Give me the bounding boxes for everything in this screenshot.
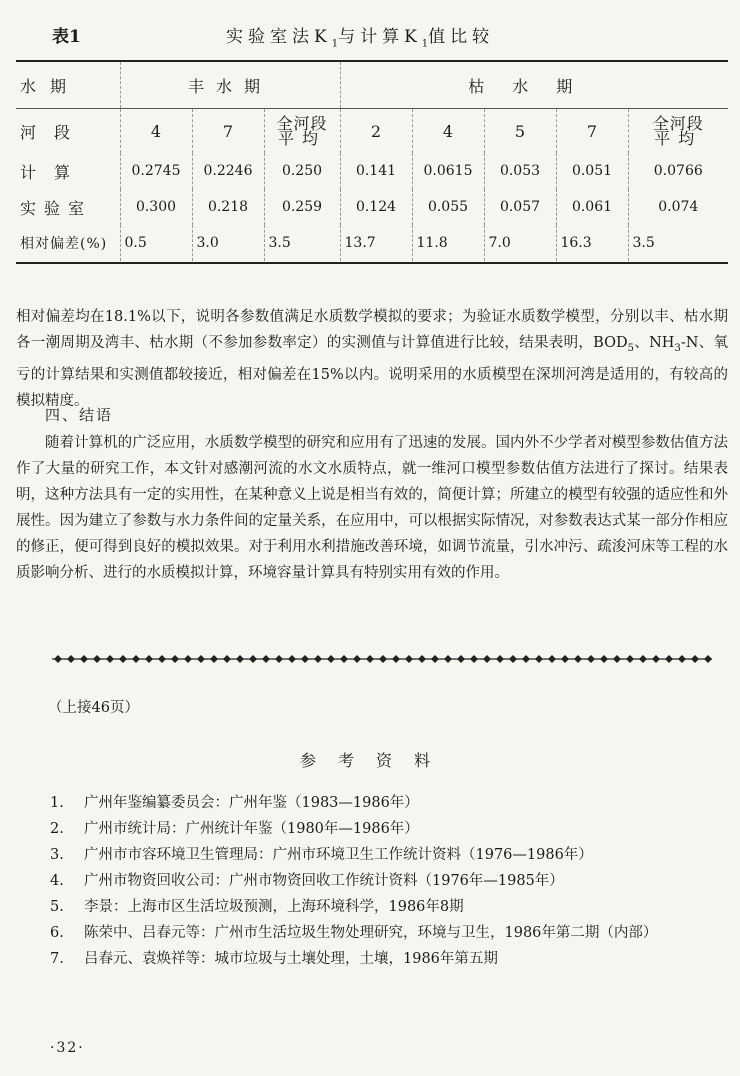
reference-item: 6. 陈荣中、吕春元等：广州市生活垃圾生物处理研究，环境与卫生，1986年第二期（内部） <box>50 925 658 941</box>
ornament-diamond <box>54 655 62 663</box>
segment-cell: 4 <box>412 109 484 154</box>
ornament-diamond <box>483 655 491 663</box>
header-row <box>16 62 728 109</box>
ornament-diamond <box>522 655 530 663</box>
ornament-diamond <box>340 655 348 663</box>
ornament-diamond <box>665 655 673 663</box>
ornament-diamond <box>600 655 608 663</box>
table-cell: 0.5 <box>120 225 192 261</box>
table-cell: 0.061 <box>556 189 628 225</box>
table-cell: 0.051 <box>556 153 628 189</box>
table-cell: 0.055 <box>412 189 484 225</box>
ornament-diamond <box>249 655 257 663</box>
ornament-diamond <box>236 655 244 663</box>
comparison-table <box>16 62 728 261</box>
row-label: 计算 <box>20 162 89 182</box>
table-row <box>16 153 728 189</box>
ornament-diamond <box>704 655 712 663</box>
ornament-diamond <box>431 655 439 663</box>
ornament-diamond <box>80 655 88 663</box>
ornament-diamond <box>509 655 517 663</box>
ornament-diamond <box>418 655 426 663</box>
ornament-diamond <box>132 655 140 663</box>
table-title: 实验室法$K_1$与计算$K_1$值比较 <box>226 27 495 50</box>
ornament-diamond <box>262 655 270 663</box>
row-label: 实验室 <box>20 198 93 218</box>
segment-avg-cell: 全河段 平均 <box>264 109 340 154</box>
reference-item: 5. 李景：上海市区生活垃圾预测，上海环境科学，1986年8期 <box>50 899 464 915</box>
ornament-diamond <box>106 655 114 663</box>
continued-note: （上接46页） <box>48 700 139 716</box>
table-cell: 0.0766 <box>628 153 728 189</box>
ornament-diamond <box>197 655 205 663</box>
ornament-diamond <box>691 655 699 663</box>
ornament-diamond <box>171 655 179 663</box>
ornament-diamond <box>639 655 647 663</box>
segment-cell: 7 <box>192 109 264 154</box>
table-cell: 0.300 <box>120 189 192 225</box>
ornament-diamond <box>457 655 465 663</box>
reference-item: 3. 广州市市容环境卫生管理局：广州市环境卫生工作统计资料（1976—1986年） <box>50 847 593 863</box>
segment-row <box>16 109 728 154</box>
reference-list <box>50 790 720 972</box>
segment-cell: 7 <box>556 109 628 154</box>
table-bottom-rule <box>16 262 728 264</box>
ornament-diamond <box>301 655 309 663</box>
table-cell: 11.8 <box>412 225 484 261</box>
segment-cell: 2 <box>340 109 412 154</box>
table-cell: 0.053 <box>484 153 556 189</box>
table-cell: 0.124 <box>340 189 412 225</box>
wet-season-header: 丰水期 <box>120 62 340 109</box>
ornament-diamond <box>210 655 218 663</box>
ornament-diamond <box>405 655 413 663</box>
table-cell: 0.2246 <box>192 153 264 189</box>
table-row <box>16 189 728 225</box>
ornament-diamond <box>470 655 478 663</box>
ornament-diamond <box>392 655 400 663</box>
segment-cell: 5 <box>484 109 556 154</box>
table-cell: 13.7 <box>340 225 412 261</box>
reference-item: 4. 广州市物资回收公司：广州市物资回收工作统计资料（1976年—1985年） <box>50 873 564 889</box>
ornament-diamond <box>652 655 660 663</box>
segment-label: 河段 <box>16 109 120 154</box>
references-title: 参考资料 <box>300 751 453 770</box>
ornament-diamond <box>444 655 452 663</box>
ornament-diamond <box>587 655 595 663</box>
ornament-diamond <box>535 655 543 663</box>
table-cell: 7.0 <box>484 225 556 261</box>
page-number: ·32· <box>50 1040 85 1056</box>
reference-item: 1. 广州年鉴编纂委员会：广州年鉴（1983—1986年） <box>50 795 419 811</box>
ornament-diamond <box>548 655 556 663</box>
ornament-diamond <box>613 655 621 663</box>
ornament-diamond <box>379 655 387 663</box>
conclusion-paragraph: 随着计算机的广泛应用，水质数学模型的研究和应用有了迅速的发展。国内外不少学者对模型参数估值方法作了大量的研究工作，本文针对感潮河流的水文水质特点，就一维河口模型参数估值方法进行了探讨。结果表明，这种方法具有一定的实用性，在某种意义上说是相当有效的，简便计算；所建立的模型有较强的适应性和外展性。因为建立了参数与水力条件间的定量关系，在应用中，可以根据实际情况，对参数表达式某一部分作相应的修正，便可得到良好的模拟效果。对于利用水利措施改善环境，如调节流量，引水冲污、疏浚河床等工程的水质影响分析、进行的水质模拟计算，环境容量计算具有特别实用有效的作用。 <box>16 435 728 581</box>
ornament-diamond <box>366 655 374 663</box>
table-row <box>16 225 728 261</box>
result-paragraph: 相对偏差均在18.1%以下，说明各参数值满足水质数学模拟的要求；为验证水质数学模型，分别以丰、枯水期各一潮周期及湾丰、枯水期（不参加参数率定）的实测值与计算值进行比较，结果表明，$BOD_5$、$NH_3-N$、氧亏的计算结果和实测值都较接近，相对偏差在15%以内。说明采用的水质模型在深圳河湾是适用的，有较高的模拟精度。 <box>16 309 728 409</box>
ornament-diamond <box>496 655 504 663</box>
ornamental-divider <box>52 652 712 666</box>
row-label: 相对偏差(%) <box>20 236 108 252</box>
table-cell: 0.2745 <box>120 153 192 189</box>
ornament-diamond <box>288 655 296 663</box>
table-cell: 0.057 <box>484 189 556 225</box>
table-cell: 0.074 <box>628 189 728 225</box>
table-cell: 0.218 <box>192 189 264 225</box>
reference-item: 7. 吕春元、袁焕祥等：城市垃圾与土壤处理，土壤，1986年第五期 <box>50 951 498 967</box>
reference-item: 2. 广州市统计局：广州统计年鉴（1980年—1986年） <box>50 821 419 837</box>
ornament-diamond <box>327 655 335 663</box>
section-heading: 四、结语 <box>45 406 114 424</box>
header-label: 水期 <box>20 76 81 96</box>
ornament-diamond <box>223 655 231 663</box>
segment-cell: 4 <box>120 109 192 154</box>
ornament-diamond <box>574 655 582 663</box>
ornament-diamond <box>275 655 283 663</box>
ornament-diamond <box>353 655 361 663</box>
dry-season-header: 枯水期 <box>340 62 728 109</box>
table-cell: 3.0 <box>192 225 264 261</box>
table-cell: 0.259 <box>264 189 340 225</box>
table-cell: 3.5 <box>628 225 728 261</box>
ornament-diamond <box>119 655 127 663</box>
table-cell: 3.5 <box>264 225 340 261</box>
ornament-diamond <box>158 655 166 663</box>
table-label: 表1 <box>52 27 81 47</box>
ornament-diamond <box>184 655 192 663</box>
table-cell: 16.3 <box>556 225 628 261</box>
table-cell: 0.141 <box>340 153 412 189</box>
segment-avg-cell: 全河段 平均 <box>628 109 728 154</box>
ornament-diamond <box>314 655 322 663</box>
ornament-diamond <box>145 655 153 663</box>
ornament-diamond <box>678 655 686 663</box>
ornament-diamond <box>561 655 569 663</box>
table-cell: 0.250 <box>264 153 340 189</box>
ornament-diamond <box>93 655 101 663</box>
ornament-diamond <box>67 655 75 663</box>
ornament-diamond <box>626 655 634 663</box>
table-cell: 0.0615 <box>412 153 484 189</box>
